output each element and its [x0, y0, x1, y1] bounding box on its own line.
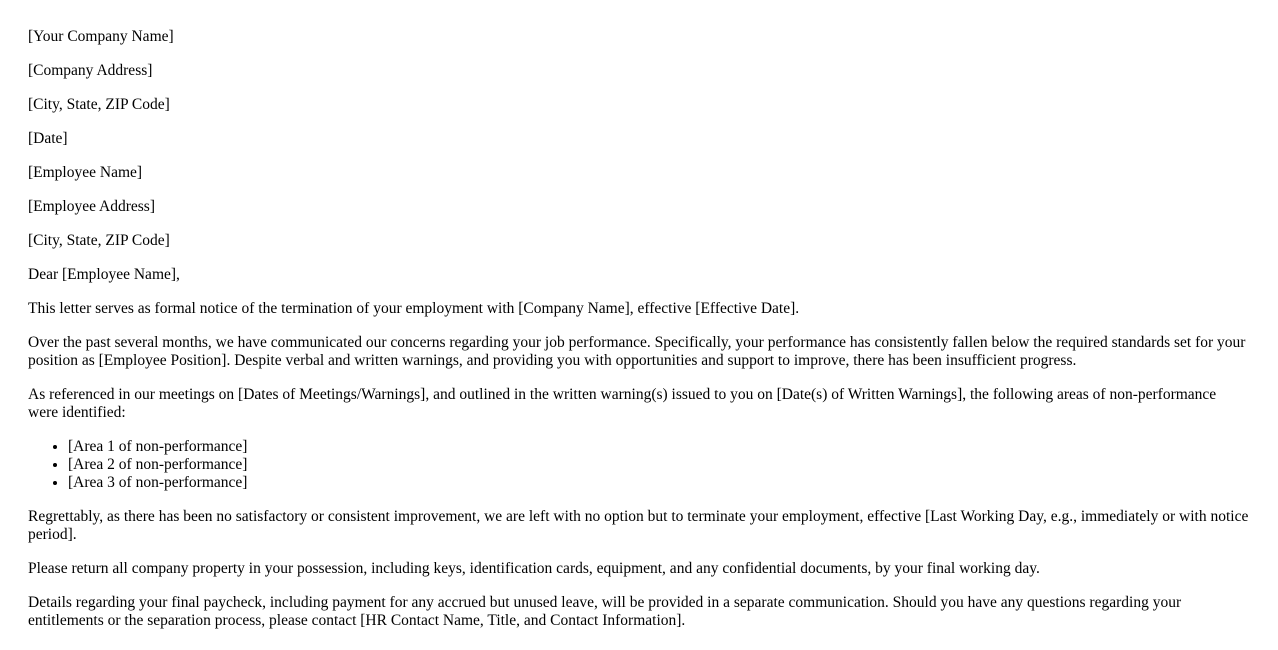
- list-item: • [Area 1 of non-performance]: [68, 438, 1250, 456]
- employee-name: [Employee Name]: [28, 164, 143, 181]
- letter-date: [Date]: [28, 130, 68, 147]
- employee-address: [Employee Address]: [28, 198, 155, 215]
- letter-document: [28, 28, 1250, 646]
- paragraph-property: Please return all company property in your possession, including keys, identification cards, equipment, and any confidential documents, by your final working day.: [28, 560, 1040, 577]
- company-address: [Company Address]: [28, 62, 153, 79]
- list-item: • [Area 3 of non-performance]: [68, 474, 1250, 492]
- paragraph-notice: This letter serves as formal notice of the termination of your employment with [Company Name], effective [Effective Date].: [28, 300, 800, 317]
- paragraph-termination: Regrettably, as there has been no satisfactory or consistent improvement, we are left with no option but to terminate your employment, effective [Last Working Day, e.g., immediately or with notice period].: [28, 508, 1249, 543]
- employee-city-state-zip: [City, State, ZIP Code]: [28, 232, 170, 249]
- non-performance-list: [28, 438, 1250, 492]
- paragraph-meetings: As referenced in our meetings on [Dates of Meetings/Warnings], and outlined in the written warning(s) issued to you on [Date(s) of Written Warnings], the following areas of non-performance were identified:: [28, 386, 1217, 421]
- paragraph-paycheck: Details regarding your final paycheck, including payment for any accrued but unused leave, will be provided in a separate communication. Should you have any questions regarding your entitlements or the separation process, please contact [HR Contact Name, Title, and Contact Information].: [28, 594, 1182, 629]
- list-item: • [Area 2 of non-performance]: [68, 456, 1250, 474]
- paragraph-performance: Over the past several months, we have communicated our concerns regarding your job performance. Specifically, your performance has consistently fallen below the required standards set for your position as [Employee Position]. Despite verbal and written warnings, and providing you with opportunities and support to improve, there has been insufficient progress.: [28, 334, 1246, 369]
- company-city-state-zip: [City, State, ZIP Code]: [28, 96, 170, 113]
- company-name: [Your Company Name]: [28, 28, 174, 45]
- salutation: Dear [Employee Name],: [28, 266, 180, 283]
